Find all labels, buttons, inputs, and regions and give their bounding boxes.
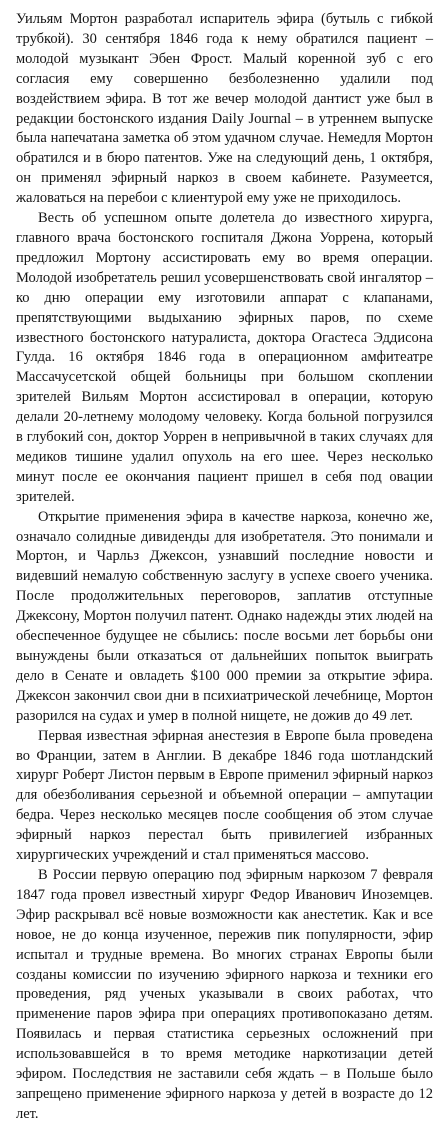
paragraph-warren-operation: Весть об успешном опыте долетела до известного хирурга, главного врача бостонского госпиталя Джона Уоррена, который предложил Мортону ассистировать ему во время операции. Молодой изобретатель решил усовершенствовать свой ингалятор – ко дню операции ему изготовили аппарат с клапанами, препятствующими выдыханию эфирных паров, по схеме известного бостонского натуралиста, доктора Огастеса Эддисона Гулда. 16 октября 1846 года в операционном амфитеатре Массачусетской общей больницы при большом скоплении зрителей Вильям Мортон ассистировал в операции, которую делали 20-летнему молодому человеку. Когда больной погрузился в глубокий сон, доктор Уоррен в непривычной в таких случаях для медиков тишине удалил опухоль на его шее. Через несколько минут после ее окончания пациент пришел в себя под овации зрителей. — [16, 210, 433, 505]
paragraph-russia-anesthesia: В России первую операцию под эфирным наркозом 7 февраля 1847 года провел известный хирург Федор Иванович Иноземцев. Эфир раскрывал всё новые возможности как анестетик. Как и все новое, не до конца изученное, пережив пик популярности, эфир испытал и трудные времена. Во многих странах Европы были созданы комиссии по изучению эфирного наркоза и техники его проведения, ряд ученых указывали в своих работах, что применение паров эфира при операциях противопоказано детям. Появилась и первая статистика серьезных осложнений при использовавшейся в то время методике наркотизации детей эфиром. Последствия не заставили себя ждать – в Польше было запрещено применение эфирного наркоза у детей в возрасте до 12 лет. — [16, 866, 433, 1122]
paragraph-morton-inhaler: Уильям Мортон разработал испаритель эфира (бутыль с гибкой трубкой). 30 сентября 1846 года к нему обратился пациент – молодой музыкант Эбен Фрост. Малый коренной зуб с его согласия ему совершенно безболезненно удалили под воздействием эфира. В тот же вечер молодой дантист уже был в редакции бостонского издания Daily Journal – в утреннем выпуске была напечатана заметка об этом удачном случае. Немедля Мортон обратился и в бюро патентов. Уже на следующий день, 1 октября, он применял эфирный наркоз в своем кабинете. Разумеется, жаловаться на перебои с клиентурой ему уже не приходилось. — [16, 11, 433, 207]
paragraph-patent-dispute: Открытие применения эфира в качестве наркоза, конечно же, означало солидные дивиденды для изобретателя. Это понимали и Мортон, и Чарльз Джексон, узнавший последние новости и видевший немалую собственную заслугу в успехе своего ученика. После продолжительных переговоров, заплатив отступные Джексону, Мортон получил патент. Однако надежды этих людей на обеспеченное будущее не сбылись: после восьми лет борьбы они вынуждены были отказаться от дальнейших попыток выиграть дело в Сенате и овладеть $100 000 премии за открытие эфира. Джексон закончил свои дни в психиатрической лечебнице, Мортон разорился на судах и умер в полной нищете, не дожив до 49 лет. — [16, 508, 433, 724]
paragraph-europe-anesthesia: Первая известная эфирная анестезия в Европе была проведена во Франции, затем в Англии. В декабре 1846 года шотландский хирург Роберт Листон первым в Европе применил эфирный наркоз для обезболивания серьезной и объемной операции – ампутации бедра. Через несколько месяцев после сообщения об этом случае эфирный наркоз перестал быть привилегией избранных хирургических учреждений и стал применяться массово. — [16, 727, 433, 864]
